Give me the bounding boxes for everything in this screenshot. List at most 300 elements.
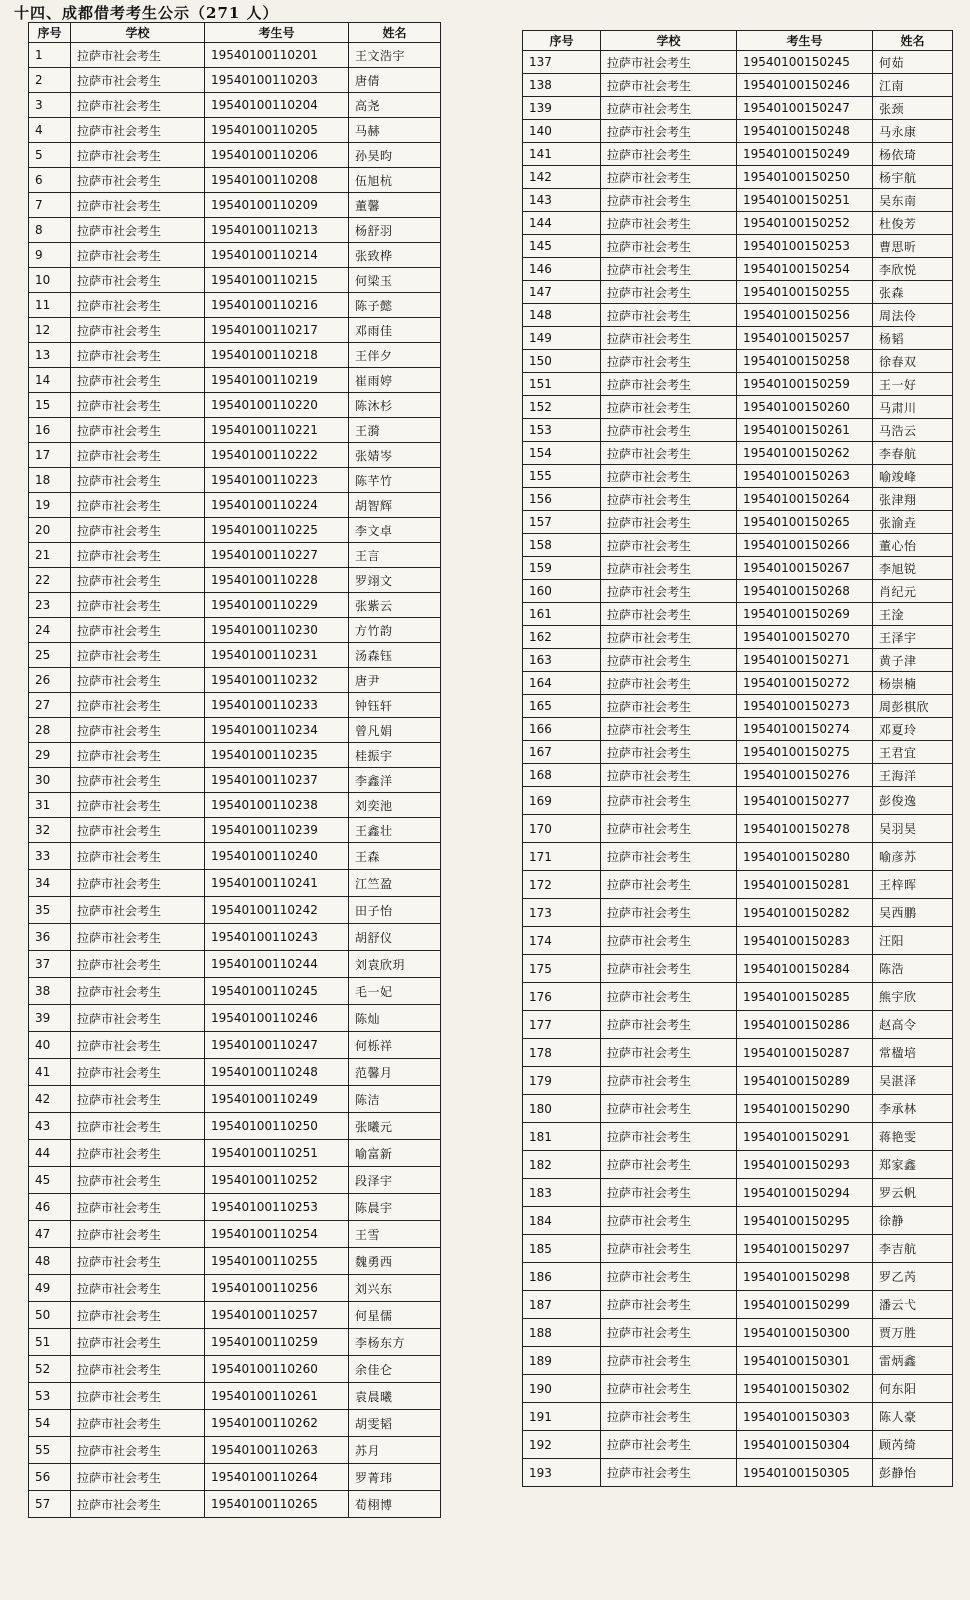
name-cell: 余佳仑 bbox=[349, 1356, 441, 1383]
table-row bbox=[29, 268, 441, 293]
name-cell: 田子怡 bbox=[349, 897, 441, 924]
name-cell: 江竺盈 bbox=[349, 870, 441, 897]
table-row bbox=[523, 1235, 953, 1263]
seq-cell: 32 bbox=[29, 818, 71, 843]
table-row bbox=[29, 818, 441, 843]
name-cell: 顾芮绮 bbox=[873, 1431, 953, 1459]
header-name: 姓名 bbox=[873, 31, 953, 51]
name-cell: 杜俊芳 bbox=[873, 212, 953, 235]
table-row bbox=[29, 1491, 441, 1518]
seq-cell: 167 bbox=[523, 741, 601, 764]
seq-cell: 21 bbox=[29, 543, 71, 568]
table-row bbox=[29, 1086, 441, 1113]
school-cell: 拉萨市社会考生 bbox=[601, 1179, 737, 1207]
table-row bbox=[29, 668, 441, 693]
name-cell: 马浩云 bbox=[873, 419, 953, 442]
exam-no-cell: 19540100150281 bbox=[737, 871, 873, 899]
table-row bbox=[523, 1151, 953, 1179]
seq-cell: 18 bbox=[29, 468, 71, 493]
school-cell: 拉萨市社会考生 bbox=[601, 511, 737, 534]
table-row bbox=[523, 465, 953, 488]
name-cell: 徐静 bbox=[873, 1207, 953, 1235]
school-cell: 拉萨市社会考生 bbox=[71, 1437, 205, 1464]
name-cell: 荀栩博 bbox=[349, 1491, 441, 1518]
seq-cell: 169 bbox=[523, 787, 601, 815]
name-cell: 刘兴东 bbox=[349, 1275, 441, 1302]
table-row bbox=[523, 843, 953, 871]
school-cell: 拉萨市社会考生 bbox=[601, 350, 737, 373]
name-cell: 孙昊昀 bbox=[349, 143, 441, 168]
exam-no-cell: 19540100110215 bbox=[205, 268, 349, 293]
exam-no-cell: 19540100110218 bbox=[205, 343, 349, 368]
exam-no-cell: 19540100110246 bbox=[205, 1005, 349, 1032]
name-cell: 陈子懿 bbox=[349, 293, 441, 318]
exam-no-cell: 19540100150286 bbox=[737, 1011, 873, 1039]
seq-cell: 161 bbox=[523, 603, 601, 626]
school-cell: 拉萨市社会考生 bbox=[601, 97, 737, 120]
school-cell: 拉萨市社会考生 bbox=[71, 1194, 205, 1221]
exam-no-cell: 19540100110219 bbox=[205, 368, 349, 393]
exam-no-cell: 19540100150256 bbox=[737, 304, 873, 327]
table-row bbox=[29, 93, 441, 118]
seq-cell: 171 bbox=[523, 843, 601, 871]
school-cell: 拉萨市社会考生 bbox=[71, 93, 205, 118]
exam-no-cell: 19540100150247 bbox=[737, 97, 873, 120]
table-row bbox=[523, 534, 953, 557]
seq-cell: 164 bbox=[523, 672, 601, 695]
seq-cell: 49 bbox=[29, 1275, 71, 1302]
table-row bbox=[29, 618, 441, 643]
table-row bbox=[29, 897, 441, 924]
name-cell: 王鑫壮 bbox=[349, 818, 441, 843]
table-row bbox=[29, 243, 441, 268]
table-row bbox=[523, 120, 953, 143]
school-cell: 拉萨市社会考生 bbox=[601, 534, 737, 557]
name-cell: 江南 bbox=[873, 74, 953, 97]
seq-cell: 148 bbox=[523, 304, 601, 327]
seq-cell: 35 bbox=[29, 897, 71, 924]
school-cell: 拉萨市社会考生 bbox=[71, 1356, 205, 1383]
exam-no-cell: 19540100110238 bbox=[205, 793, 349, 818]
seq-cell: 157 bbox=[523, 511, 601, 534]
name-cell: 罗翊文 bbox=[349, 568, 441, 593]
header-school: 学校 bbox=[71, 23, 205, 43]
exam-no-cell: 19540100150270 bbox=[737, 626, 873, 649]
school-cell: 拉萨市社会考生 bbox=[601, 143, 737, 166]
table-row bbox=[523, 1403, 953, 1431]
exam-no-cell: 19540100110241 bbox=[205, 870, 349, 897]
name-cell: 王一好 bbox=[873, 373, 953, 396]
seq-cell: 17 bbox=[29, 443, 71, 468]
school-cell: 拉萨市社会考生 bbox=[71, 1302, 205, 1329]
table-row bbox=[523, 143, 953, 166]
name-cell: 陈洁 bbox=[349, 1086, 441, 1113]
table-row bbox=[523, 1459, 953, 1487]
school-cell: 拉萨市社会考生 bbox=[601, 1207, 737, 1235]
school-cell: 拉萨市社会考生 bbox=[601, 1235, 737, 1263]
school-cell: 拉萨市社会考生 bbox=[71, 393, 205, 418]
seq-cell: 33 bbox=[29, 843, 71, 870]
school-cell: 拉萨市社会考生 bbox=[601, 235, 737, 258]
table-row bbox=[29, 1194, 441, 1221]
name-cell: 陈人豪 bbox=[873, 1403, 953, 1431]
table-row bbox=[29, 1005, 441, 1032]
table-row bbox=[29, 978, 441, 1005]
table-row bbox=[523, 189, 953, 212]
exam-no-cell: 19540100110217 bbox=[205, 318, 349, 343]
roster-table-left bbox=[28, 22, 441, 1518]
table-row bbox=[523, 955, 953, 983]
name-cell: 马赫 bbox=[349, 118, 441, 143]
table-row bbox=[29, 924, 441, 951]
seq-cell: 143 bbox=[523, 189, 601, 212]
school-cell: 拉萨市社会考生 bbox=[601, 843, 737, 871]
exam-no-cell: 19540100110252 bbox=[205, 1167, 349, 1194]
table-row bbox=[29, 218, 441, 243]
name-cell: 汤森钰 bbox=[349, 643, 441, 668]
exam-no-cell: 19540100150269 bbox=[737, 603, 873, 626]
name-cell: 李文卓 bbox=[349, 518, 441, 543]
name-cell: 李吉航 bbox=[873, 1235, 953, 1263]
exam-no-cell: 19540100110221 bbox=[205, 418, 349, 443]
seq-cell: 187 bbox=[523, 1291, 601, 1319]
seq-cell: 138 bbox=[523, 74, 601, 97]
school-cell: 拉萨市社会考生 bbox=[601, 718, 737, 741]
exam-no-cell: 19540100150245 bbox=[737, 51, 873, 74]
exam-no-cell: 19540100150284 bbox=[737, 955, 873, 983]
school-cell: 拉萨市社会考生 bbox=[71, 1383, 205, 1410]
seq-cell: 14 bbox=[29, 368, 71, 393]
exam-no-cell: 19540100150287 bbox=[737, 1039, 873, 1067]
table-row bbox=[523, 649, 953, 672]
exam-no-cell: 19540100150295 bbox=[737, 1207, 873, 1235]
table-row bbox=[523, 281, 953, 304]
header-exam-no: 考生号 bbox=[737, 31, 873, 51]
school-cell: 拉萨市社会考生 bbox=[71, 1167, 205, 1194]
school-cell: 拉萨市社会考生 bbox=[601, 764, 737, 787]
name-cell: 周彭棋欣 bbox=[873, 695, 953, 718]
seq-cell: 51 bbox=[29, 1329, 71, 1356]
school-cell: 拉萨市社会考生 bbox=[601, 1459, 737, 1487]
school-cell: 拉萨市社会考生 bbox=[71, 1464, 205, 1491]
school-cell: 拉萨市社会考生 bbox=[601, 1403, 737, 1431]
exam-no-cell: 19540100150285 bbox=[737, 983, 873, 1011]
exam-no-cell: 19540100150273 bbox=[737, 695, 873, 718]
exam-no-cell: 19540100110260 bbox=[205, 1356, 349, 1383]
school-cell: 拉萨市社会考生 bbox=[71, 951, 205, 978]
name-cell: 潘云弋 bbox=[873, 1291, 953, 1319]
name-cell: 王伴夕 bbox=[349, 343, 441, 368]
seq-cell: 1 bbox=[29, 43, 71, 68]
school-cell: 拉萨市社会考生 bbox=[601, 580, 737, 603]
seq-cell: 3 bbox=[29, 93, 71, 118]
name-cell: 常楹培 bbox=[873, 1039, 953, 1067]
exam-no-cell: 19540100110220 bbox=[205, 393, 349, 418]
name-cell: 伍旭杭 bbox=[349, 168, 441, 193]
school-cell: 拉萨市社会考生 bbox=[601, 1347, 737, 1375]
name-cell: 唐尹 bbox=[349, 668, 441, 693]
school-cell: 拉萨市社会考生 bbox=[601, 1123, 737, 1151]
table-row bbox=[523, 396, 953, 419]
seq-cell: 54 bbox=[29, 1410, 71, 1437]
exam-no-cell: 19540100150268 bbox=[737, 580, 873, 603]
school-cell: 拉萨市社会考生 bbox=[71, 1059, 205, 1086]
seq-cell: 29 bbox=[29, 743, 71, 768]
school-cell: 拉萨市社会考生 bbox=[601, 442, 737, 465]
school-cell: 拉萨市社会考生 bbox=[601, 557, 737, 580]
exam-no-cell: 19540100150264 bbox=[737, 488, 873, 511]
name-cell: 范馨月 bbox=[349, 1059, 441, 1086]
name-cell: 王梓晖 bbox=[873, 871, 953, 899]
seq-cell: 11 bbox=[29, 293, 71, 318]
exam-no-cell: 19540100110225 bbox=[205, 518, 349, 543]
seq-cell: 175 bbox=[523, 955, 601, 983]
seq-cell: 25 bbox=[29, 643, 71, 668]
seq-cell: 45 bbox=[29, 1167, 71, 1194]
table-row bbox=[523, 1011, 953, 1039]
seq-cell: 163 bbox=[523, 649, 601, 672]
seq-cell: 26 bbox=[29, 668, 71, 693]
table-row bbox=[523, 741, 953, 764]
name-cell: 黄子津 bbox=[873, 649, 953, 672]
table-row bbox=[29, 193, 441, 218]
exam-no-cell: 19540100110237 bbox=[205, 768, 349, 793]
name-cell: 邓夏玲 bbox=[873, 718, 953, 741]
name-cell: 徐春双 bbox=[873, 350, 953, 373]
seq-cell: 179 bbox=[523, 1067, 601, 1095]
school-cell: 拉萨市社会考生 bbox=[71, 168, 205, 193]
school-cell: 拉萨市社会考生 bbox=[601, 626, 737, 649]
seq-cell: 141 bbox=[523, 143, 601, 166]
name-cell: 陈灿 bbox=[349, 1005, 441, 1032]
exam-no-cell: 19540100150253 bbox=[737, 235, 873, 258]
exam-no-cell: 19540100110257 bbox=[205, 1302, 349, 1329]
table-row bbox=[29, 1059, 441, 1086]
table-row bbox=[29, 643, 441, 668]
exam-no-cell: 19540100150267 bbox=[737, 557, 873, 580]
exam-no-cell: 19540100110253 bbox=[205, 1194, 349, 1221]
seq-cell: 186 bbox=[523, 1263, 601, 1291]
seq-cell: 16 bbox=[29, 418, 71, 443]
school-cell: 拉萨市社会考生 bbox=[601, 649, 737, 672]
exam-no-cell: 19540100150263 bbox=[737, 465, 873, 488]
name-cell: 吴羽昊 bbox=[873, 815, 953, 843]
name-cell: 王森 bbox=[349, 843, 441, 870]
school-cell: 拉萨市社会考生 bbox=[601, 1039, 737, 1067]
name-cell: 吴湛泽 bbox=[873, 1067, 953, 1095]
seq-cell: 48 bbox=[29, 1248, 71, 1275]
exam-no-cell: 19540100150249 bbox=[737, 143, 873, 166]
exam-no-cell: 19540100150272 bbox=[737, 672, 873, 695]
exam-no-cell: 19540100150291 bbox=[737, 1123, 873, 1151]
name-cell: 杨宇航 bbox=[873, 166, 953, 189]
school-cell: 拉萨市社会考生 bbox=[601, 396, 737, 419]
seq-cell: 192 bbox=[523, 1431, 601, 1459]
exam-no-cell: 19540100150302 bbox=[737, 1375, 873, 1403]
school-cell: 拉萨市社会考生 bbox=[601, 1151, 737, 1179]
school-cell: 拉萨市社会考生 bbox=[71, 1005, 205, 1032]
exam-no-cell: 19540100110203 bbox=[205, 68, 349, 93]
school-cell: 拉萨市社会考生 bbox=[601, 258, 737, 281]
school-cell: 拉萨市社会考生 bbox=[601, 1095, 737, 1123]
header-row bbox=[523, 31, 953, 51]
seq-cell: 15 bbox=[29, 393, 71, 418]
table-row bbox=[523, 871, 953, 899]
page-title: 十四、成都借考考生公示（271 人） bbox=[14, 4, 279, 22]
school-cell: 拉萨市社会考生 bbox=[601, 1067, 737, 1095]
seq-cell: 38 bbox=[29, 978, 71, 1005]
table-row bbox=[523, 442, 953, 465]
exam-no-cell: 19540100110255 bbox=[205, 1248, 349, 1275]
name-cell: 彭俊逸 bbox=[873, 787, 953, 815]
table-row bbox=[523, 580, 953, 603]
name-cell: 马永康 bbox=[873, 120, 953, 143]
seq-cell: 181 bbox=[523, 1123, 601, 1151]
table-row bbox=[523, 1039, 953, 1067]
name-cell: 邓雨佳 bbox=[349, 318, 441, 343]
name-cell: 李鑫洋 bbox=[349, 768, 441, 793]
seq-cell: 36 bbox=[29, 924, 71, 951]
table-row bbox=[29, 368, 441, 393]
name-cell: 张致桦 bbox=[349, 243, 441, 268]
seq-cell: 57 bbox=[29, 1491, 71, 1518]
exam-no-cell: 19540100150290 bbox=[737, 1095, 873, 1123]
exam-no-cell: 19540100150259 bbox=[737, 373, 873, 396]
name-cell: 吴西鹏 bbox=[873, 899, 953, 927]
school-cell: 拉萨市社会考生 bbox=[71, 870, 205, 897]
table-row bbox=[523, 983, 953, 1011]
exam-no-cell: 19540100150276 bbox=[737, 764, 873, 787]
table-row bbox=[29, 1383, 441, 1410]
school-cell: 拉萨市社会考生 bbox=[71, 618, 205, 643]
name-cell: 张紫云 bbox=[349, 593, 441, 618]
table-row bbox=[29, 843, 441, 870]
exam-no-cell: 19540100110229 bbox=[205, 593, 349, 618]
school-cell: 拉萨市社会考生 bbox=[601, 166, 737, 189]
table-row bbox=[29, 768, 441, 793]
seq-cell: 9 bbox=[29, 243, 71, 268]
name-cell: 张津翔 bbox=[873, 488, 953, 511]
seq-cell: 176 bbox=[523, 983, 601, 1011]
header-exam-no: 考生号 bbox=[205, 23, 349, 43]
school-cell: 拉萨市社会考生 bbox=[601, 281, 737, 304]
school-cell: 拉萨市社会考生 bbox=[71, 193, 205, 218]
seq-cell: 184 bbox=[523, 1207, 601, 1235]
seq-cell: 139 bbox=[523, 97, 601, 120]
school-cell: 拉萨市社会考生 bbox=[71, 1140, 205, 1167]
name-cell: 罗乙芮 bbox=[873, 1263, 953, 1291]
seq-cell: 159 bbox=[523, 557, 601, 580]
seq-cell: 47 bbox=[29, 1221, 71, 1248]
school-cell: 拉萨市社会考生 bbox=[71, 518, 205, 543]
exam-no-cell: 19540100110254 bbox=[205, 1221, 349, 1248]
name-cell: 崔雨婷 bbox=[349, 368, 441, 393]
seq-cell: 151 bbox=[523, 373, 601, 396]
seq-cell: 42 bbox=[29, 1086, 71, 1113]
name-cell: 方竹韵 bbox=[349, 618, 441, 643]
table-row bbox=[29, 1410, 441, 1437]
exam-no-cell: 19540100110251 bbox=[205, 1140, 349, 1167]
name-cell: 桂振宇 bbox=[349, 743, 441, 768]
name-cell: 杨韬 bbox=[873, 327, 953, 350]
school-cell: 拉萨市社会考生 bbox=[71, 293, 205, 318]
seq-cell: 53 bbox=[29, 1383, 71, 1410]
exam-no-cell: 19540100150298 bbox=[737, 1263, 873, 1291]
seq-cell: 20 bbox=[29, 518, 71, 543]
school-cell: 拉萨市社会考生 bbox=[71, 268, 205, 293]
exam-no-cell: 19540100150252 bbox=[737, 212, 873, 235]
school-cell: 拉萨市社会考生 bbox=[71, 818, 205, 843]
name-cell: 喻富新 bbox=[349, 1140, 441, 1167]
exam-no-cell: 19540100150277 bbox=[737, 787, 873, 815]
school-cell: 拉萨市社会考生 bbox=[71, 43, 205, 68]
name-cell: 周法伶 bbox=[873, 304, 953, 327]
school-cell: 拉萨市社会考生 bbox=[601, 419, 737, 442]
table-row bbox=[523, 350, 953, 373]
school-cell: 拉萨市社会考生 bbox=[71, 1491, 205, 1518]
seq-cell: 183 bbox=[523, 1179, 601, 1207]
school-cell: 拉萨市社会考生 bbox=[601, 927, 737, 955]
school-cell: 拉萨市社会考生 bbox=[601, 373, 737, 396]
exam-no-cell: 19540100150283 bbox=[737, 927, 873, 955]
name-cell: 陈芊竹 bbox=[349, 468, 441, 493]
name-cell: 董馨 bbox=[349, 193, 441, 218]
seq-cell: 39 bbox=[29, 1005, 71, 1032]
table-row bbox=[29, 593, 441, 618]
school-cell: 拉萨市社会考生 bbox=[71, 1221, 205, 1248]
name-cell: 王漪 bbox=[349, 418, 441, 443]
school-cell: 拉萨市社会考生 bbox=[71, 793, 205, 818]
table-row bbox=[523, 603, 953, 626]
table-row bbox=[29, 793, 441, 818]
exam-no-cell: 19540100110232 bbox=[205, 668, 349, 693]
header-seq: 序号 bbox=[523, 31, 601, 51]
name-cell: 彭静怡 bbox=[873, 1459, 953, 1487]
name-cell: 李旭锐 bbox=[873, 557, 953, 580]
school-cell: 拉萨市社会考生 bbox=[71, 543, 205, 568]
table-row bbox=[29, 393, 441, 418]
seq-cell: 160 bbox=[523, 580, 601, 603]
seq-cell: 46 bbox=[29, 1194, 71, 1221]
exam-no-cell: 19540100150280 bbox=[737, 843, 873, 871]
exam-no-cell: 19540100110248 bbox=[205, 1059, 349, 1086]
school-cell: 拉萨市社会考生 bbox=[71, 1113, 205, 1140]
table-row bbox=[523, 258, 953, 281]
table-row bbox=[523, 1123, 953, 1151]
exam-no-cell: 19540100150275 bbox=[737, 741, 873, 764]
exam-no-cell: 19540100110256 bbox=[205, 1275, 349, 1302]
school-cell: 拉萨市社会考生 bbox=[71, 143, 205, 168]
seq-cell: 190 bbox=[523, 1375, 601, 1403]
exam-no-cell: 19540100150299 bbox=[737, 1291, 873, 1319]
seq-cell: 178 bbox=[523, 1039, 601, 1067]
exam-no-cell: 19540100110242 bbox=[205, 897, 349, 924]
exam-no-cell: 19540100110216 bbox=[205, 293, 349, 318]
seq-cell: 44 bbox=[29, 1140, 71, 1167]
table-row bbox=[523, 488, 953, 511]
name-cell: 段泽宇 bbox=[349, 1167, 441, 1194]
name-cell: 陈晨宇 bbox=[349, 1194, 441, 1221]
table-row bbox=[523, 718, 953, 741]
table-row bbox=[29, 518, 441, 543]
school-cell: 拉萨市社会考生 bbox=[71, 243, 205, 268]
exam-no-cell: 19540100110263 bbox=[205, 1437, 349, 1464]
exam-no-cell: 19540100150255 bbox=[737, 281, 873, 304]
name-cell: 胡智辉 bbox=[349, 493, 441, 518]
exam-no-cell: 19540100110243 bbox=[205, 924, 349, 951]
exam-no-cell: 19540100150246 bbox=[737, 74, 873, 97]
name-cell: 刘奕池 bbox=[349, 793, 441, 818]
